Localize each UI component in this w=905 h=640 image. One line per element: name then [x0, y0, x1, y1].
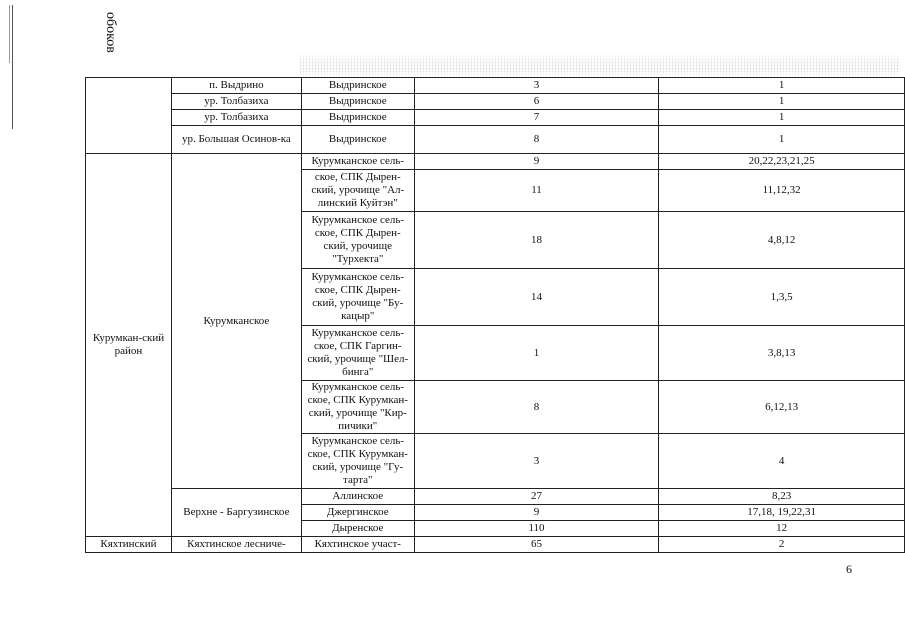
vydels-cell: 17,18, 19,22,31 [659, 505, 905, 521]
table-row [86, 489, 905, 505]
forestry-cell: Выдринское [301, 78, 414, 94]
table-row [86, 126, 905, 154]
quarter-cell: 110 [414, 521, 659, 537]
lesnichestvo-cell: Курумканское [171, 154, 301, 489]
settlement-cell: ур. Толбазиха [171, 94, 301, 110]
forestry-cell: Курумканское сель-ское, СПК Курумкан-ский, урочище "Гу-тарта" [301, 434, 414, 489]
scan-edge-line [9, 5, 10, 63]
settlement-cell: п. Выдрино [171, 78, 301, 94]
forestry-cell: Курумканское сель-ское, СПК Дырен-ский, урочище "Турхекта" [301, 212, 414, 269]
quarter-cell: 9 [414, 505, 659, 521]
vydels-cell: 20,22,23,21,25 [659, 154, 905, 170]
quarter-cell: 8 [414, 126, 659, 154]
forestry-cell: Дыренское [301, 521, 414, 537]
district-cell: Курумкан-ский район [86, 154, 172, 537]
forestry-cell: Выдринское [301, 94, 414, 110]
vydels-cell: 11,12,32 [659, 170, 905, 212]
quarter-cell: 8 [414, 381, 659, 434]
quarter-cell: 6 [414, 94, 659, 110]
quarter-cell: 9 [414, 154, 659, 170]
page-number: 6 [846, 562, 852, 576]
forestry-cell: ское, СПК Дырен-ский, урочище "Ал-линский Куйтэн" [301, 170, 414, 212]
forestry-cell: Выдринское [301, 126, 414, 154]
settlement-cell: ур. Толбазиха [171, 110, 301, 126]
vydels-cell: 12 [659, 521, 905, 537]
vydels-cell: 2 [659, 537, 905, 553]
vydels-cell: 8,23 [659, 489, 905, 505]
quarter-cell: 14 [414, 269, 659, 326]
forestry-cell: Курумканское сель- [301, 154, 414, 170]
forestry-cell: Кяхтинское участ- [301, 537, 414, 553]
quarter-cell: 27 [414, 489, 659, 505]
rotated-side-text: обоков [103, 11, 118, 53]
table-row [86, 154, 905, 170]
vydels-cell: 6,12,13 [659, 381, 905, 434]
vydels-cell: 1 [659, 110, 905, 126]
table-row [86, 94, 905, 110]
settlement-cell: ур. Большая Осинов-ка [171, 126, 301, 154]
vydels-cell: 1,3,5 [659, 269, 905, 326]
table-row [86, 537, 905, 553]
vydels-cell: 4 [659, 434, 905, 489]
table-row [86, 78, 905, 94]
district-cell: Кяхтинский [86, 537, 172, 553]
forestry-cell: Курумканское сель-ское, СПК Дырен-ский, урочище "Бу-кацыр" [301, 269, 414, 326]
table-row [86, 110, 905, 126]
quarter-cell: 1 [414, 326, 659, 381]
scan-noise [300, 52, 900, 78]
lesnichestvo-cell: Верхне - Баргузинское [171, 489, 301, 537]
quarter-cell: 3 [414, 434, 659, 489]
quarter-cell: 11 [414, 170, 659, 212]
vydels-cell: 1 [659, 78, 905, 94]
forestry-cell: Выдринское [301, 110, 414, 126]
scan-edge-line [12, 5, 13, 129]
quarter-cell: 18 [414, 212, 659, 269]
quarter-cell: 65 [414, 537, 659, 553]
vydels-cell: 1 [659, 126, 905, 154]
forest-plots-table [85, 77, 905, 553]
forestry-cell: Джергинское [301, 505, 414, 521]
district-cell [86, 78, 172, 154]
vydels-cell: 4,8,12 [659, 212, 905, 269]
lesnichestvo-cell: Кяхтинское лесниче- [171, 537, 301, 553]
quarter-cell: 3 [414, 78, 659, 94]
vydels-cell: 1 [659, 94, 905, 110]
quarter-cell: 7 [414, 110, 659, 126]
vydels-cell: 3,8,13 [659, 326, 905, 381]
forestry-cell: Аллинское [301, 489, 414, 505]
forestry-cell: Курумканское сель-ское, СПК Курумкан-ский, урочище "Кир-пичики" [301, 381, 414, 434]
forestry-cell: Курумканское сель-ское, СПК Гаргин-ский, урочище "Шел-бинга" [301, 326, 414, 381]
